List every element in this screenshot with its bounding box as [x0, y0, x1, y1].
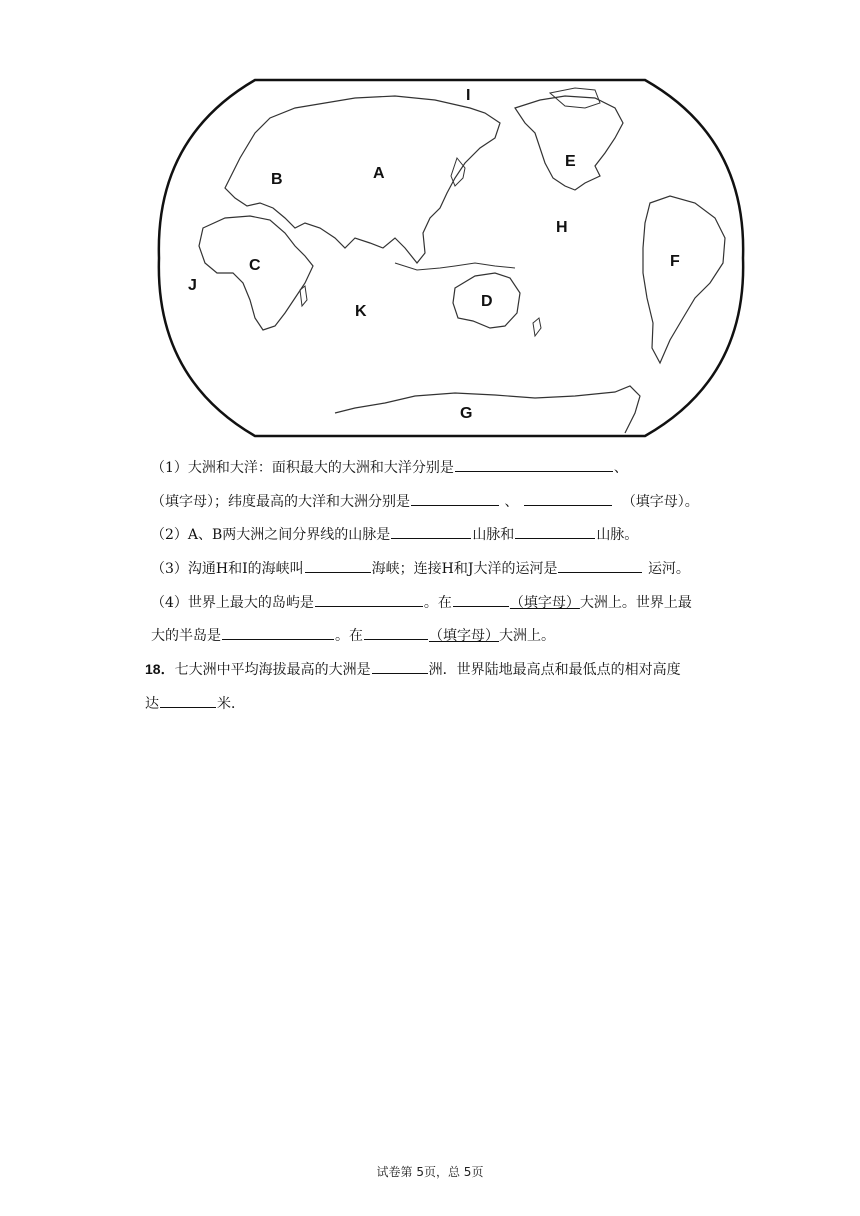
question-1-line-1: [151, 456, 628, 478]
question-18-text-2: 洲．世界陆地最高点和最低点的相对高度: [428, 662, 681, 678]
continent-south-america: [643, 196, 725, 363]
question-1-text-2: （填字母）；纬度最高的大洋和大洲分别是: [151, 494, 410, 510]
question-1-line-2: [151, 490, 699, 512]
map-label-E: E: [565, 153, 576, 170]
answer-blank[interactable]: [315, 591, 423, 607]
question-4-text: （4）世界上最大的岛屿是: [151, 595, 314, 611]
question-4-text-4: 大的半岛是: [151, 628, 221, 644]
question-18-line-1: [145, 658, 681, 680]
island-japan: [451, 158, 465, 186]
question-18-text: 七大洲中平均海拔最高的大洲是: [174, 662, 371, 678]
question-2-text-3: 山脉。: [596, 527, 639, 543]
separator: 、: [613, 460, 628, 476]
answer-blank[interactable]: [453, 591, 509, 607]
question-4-text-5: 。在: [335, 628, 363, 644]
answer-blank[interactable]: [222, 624, 334, 640]
answer-blank[interactable]: [364, 624, 428, 640]
map-label-F: F: [670, 253, 680, 270]
island-madagascar: [300, 286, 307, 306]
answer-blank[interactable]: [160, 692, 216, 708]
map-frame: [159, 80, 743, 436]
map-label-J: J: [188, 277, 197, 294]
answer-blank[interactable]: [305, 557, 371, 573]
question-4-line-2: [151, 624, 555, 646]
continent-eurasia: [225, 96, 500, 263]
question-2-text-2: 山脉和: [472, 527, 515, 543]
question-1-text: （1）大洲和大洋：面积最大的大洲和大洋分别是: [151, 460, 454, 476]
fill-letter-note: （填字母）: [429, 628, 499, 644]
answer-blank[interactable]: [558, 557, 642, 573]
map-label-G: G: [460, 405, 473, 422]
continent-antarctica: [335, 386, 640, 433]
page-footer: 试卷第 5页，总 5页: [376, 1165, 484, 1179]
question-4-text-2: 。在: [423, 595, 452, 611]
world-map: [155, 78, 747, 438]
question-18-line-2: [145, 692, 245, 714]
answer-blank[interactable]: [455, 456, 613, 472]
answer-blank[interactable]: [515, 523, 595, 539]
question-4-text-6: 大洲上。: [499, 628, 555, 644]
question-3: [151, 557, 690, 579]
map-label-C: C: [249, 257, 261, 274]
question-3-text-3: 运河。: [647, 561, 690, 577]
fill-letter-note: （填字母）。: [621, 494, 699, 510]
island-new-zealand: [533, 318, 541, 336]
map-label-A: A: [373, 165, 385, 182]
map-label-K: K: [355, 303, 367, 320]
fill-letter-note: （填字母）: [509, 595, 580, 611]
answer-blank[interactable]: [411, 490, 499, 506]
question-2: [151, 523, 638, 545]
separator: 、: [504, 494, 519, 510]
question-18-text-3: 达: [145, 696, 159, 712]
answer-blank[interactable]: [524, 490, 612, 506]
question-3-text: （3）沟通H和I的海峡叫: [151, 561, 304, 577]
question-2-text: （2）A、B两大洲之间分界线的山脉是: [151, 527, 391, 543]
question-4-text-3: 大洲上。世界上最: [579, 595, 692, 611]
continent-north-america: [515, 96, 623, 190]
answer-blank[interactable]: [391, 523, 471, 539]
question-18-text-4: 米．: [217, 696, 245, 712]
map-label-D: D: [481, 293, 493, 310]
answer-blank[interactable]: [372, 658, 428, 674]
map-label-B: B: [271, 171, 283, 188]
question-number: 18．: [145, 661, 175, 677]
map-label-H: H: [556, 219, 568, 236]
question-3-text-2: 海峡；连接H和J大洋的运河是: [371, 561, 558, 577]
question-4-line-1: [151, 591, 692, 613]
islands-southeast-asia: [395, 263, 515, 270]
map-label-I: I: [466, 87, 471, 104]
